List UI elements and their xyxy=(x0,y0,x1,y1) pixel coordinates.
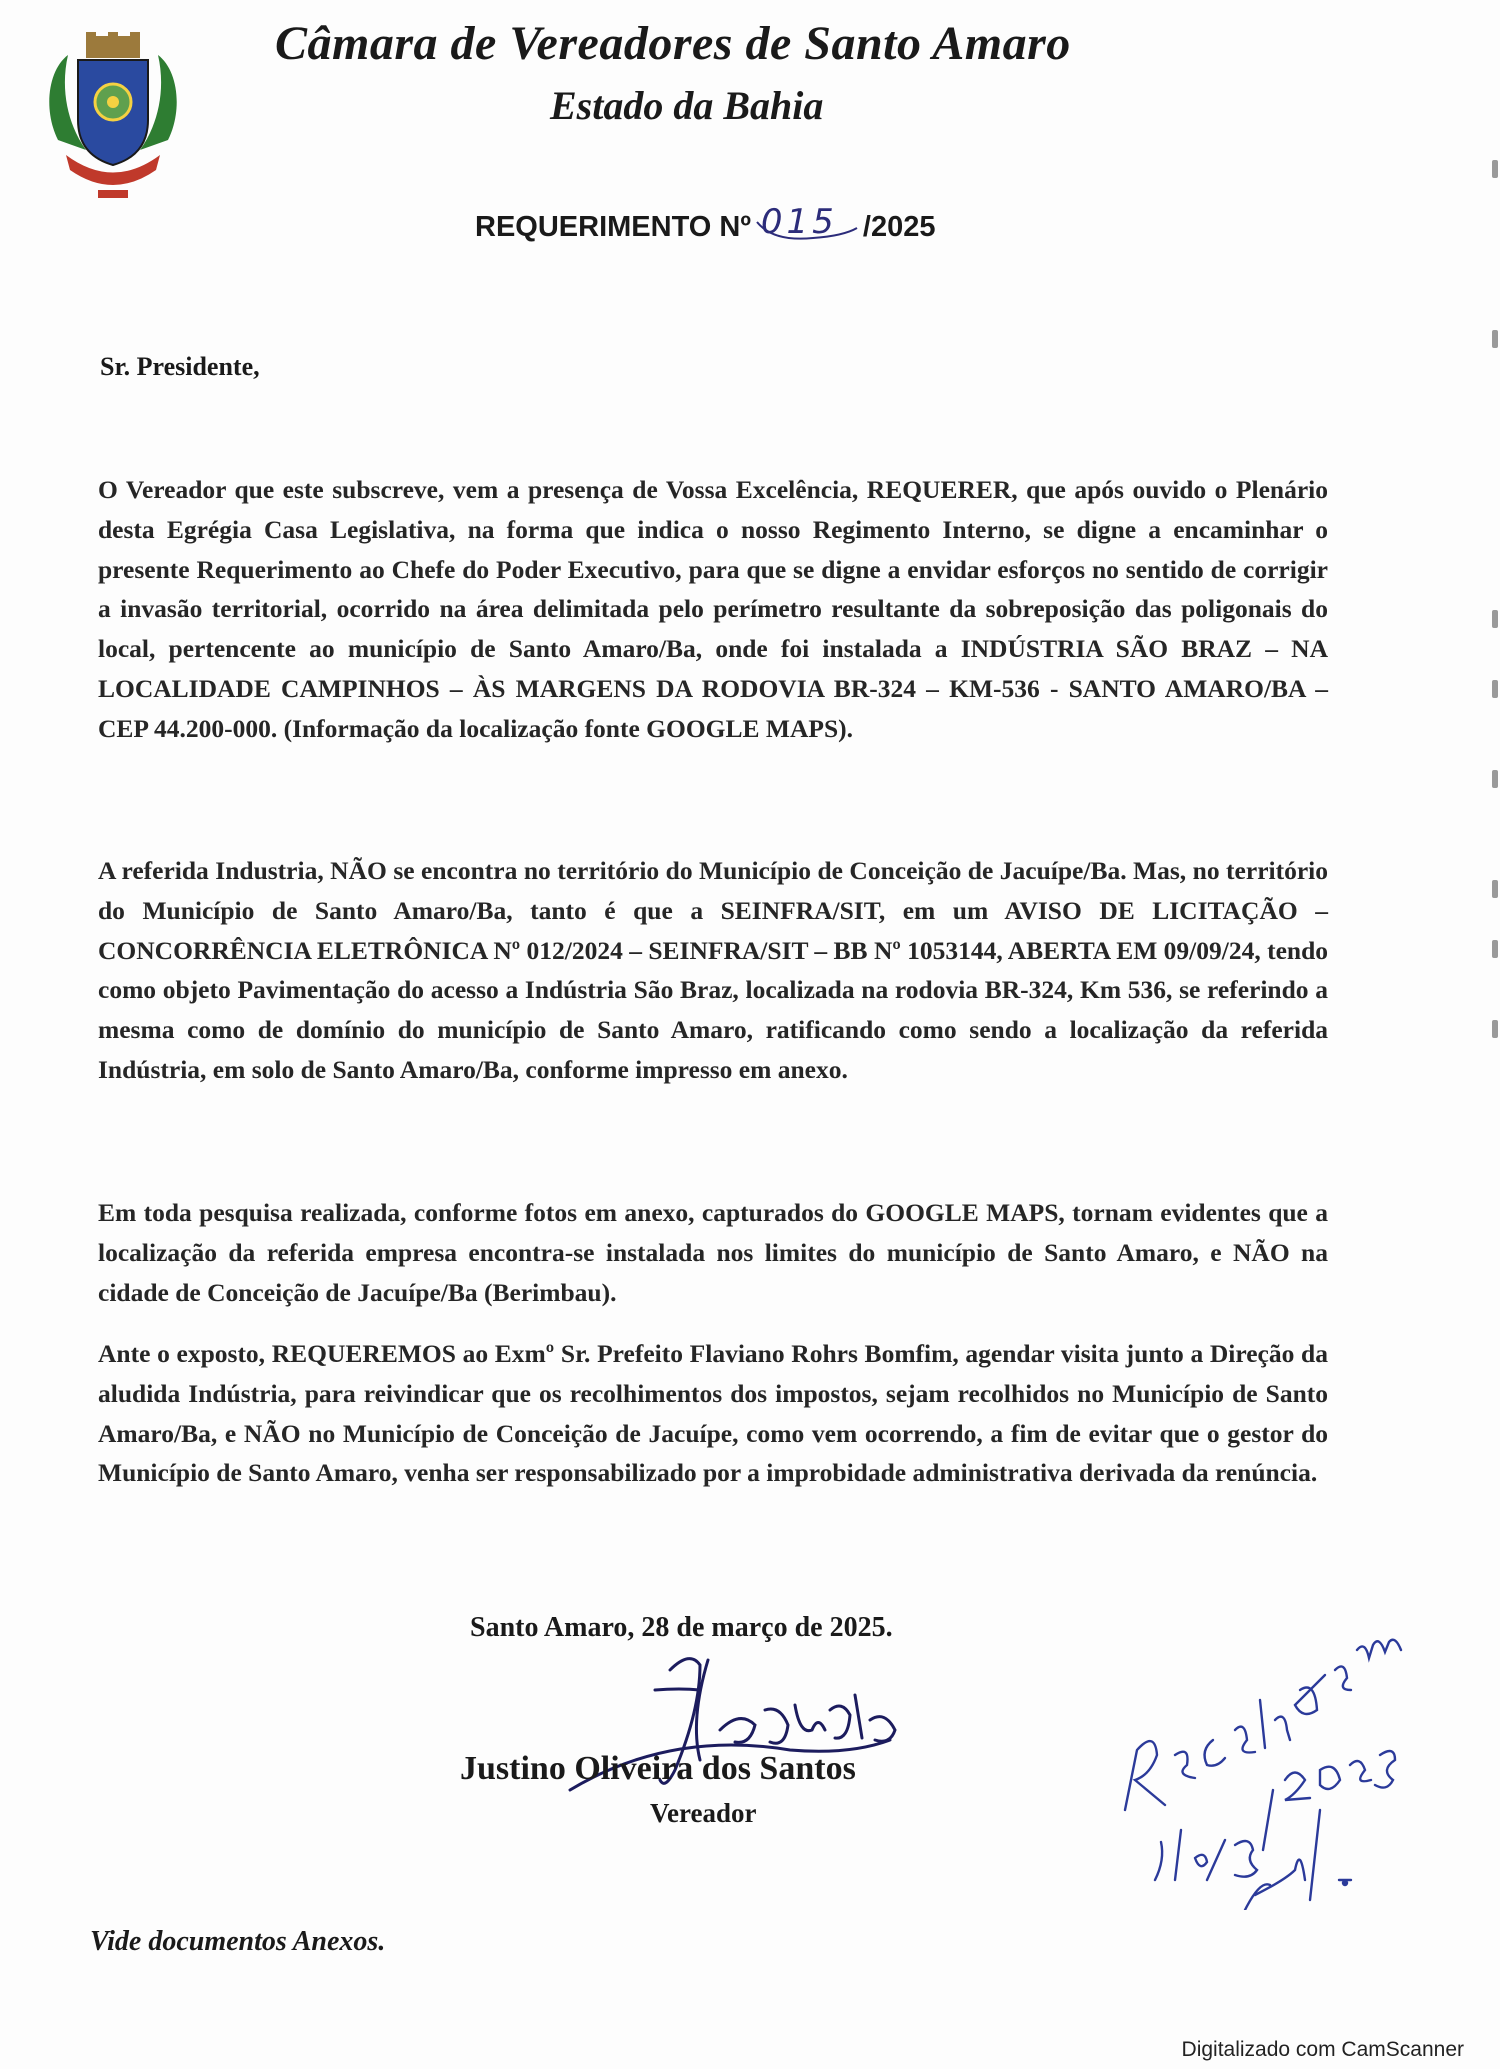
body-paragraph: Ante o exposto, REQUEREMOS ao Exmº Sr. Prefeito Flaviano Rohrs Bomfim, agendar visita junto a Direção da aludida Indústria, para reivindicar que os recolhimentos dos impostos, sejam recolhidos no Município de Santo Amaro/Ba, e NÃO no Município de Conceição de Jacuípe, como vem ocorrendo, a fim de evitar que o gestor do Município de Santo Amaro, venha ser responsabilizado por a improbidade administrativa derivada da renúncia. xyxy=(98,1339,1328,1488)
state-subtitle: Estado da Bahia xyxy=(550,83,824,128)
body-paragraph: A referida Industria, NÃO se encontra no território do Município de Conceição de Jacuípe/Ba. Mas, no território do Município de Santo Amaro/Ba, tanto é que a SEINFRA/SIT, em um AVISO DE LICITAÇÃO – CONCORRÊNCIA ELETRÔNICA Nº 012/2024 – SEINFRA/SIT – BB Nº 1053144, ABERTA EM 09/09/24, tendo como objeto Pavimentação do acesso a Indústria São Braz, localizada na rodovia BR-324, Km 536, se referindo a mesma como de domínio do município de Santo Amaro, ratificando como sendo a localização da referida Indústria, em solo de Santo Amaro/Ba, conforme impresso em anexo. xyxy=(98,856,1328,1084)
receipt-handwritten-note xyxy=(1095,1580,1455,1910)
date-line: Santo Amaro, 28 de março de 2025. xyxy=(470,1612,893,1643)
municipal-crest-icon xyxy=(38,30,188,200)
chamber-title: Câmara de Vereadores de Santo Amaro xyxy=(275,17,1071,70)
signer-role: Vereador xyxy=(650,1798,757,1828)
signer-name: Justino Oliveira dos Santos xyxy=(460,1750,856,1787)
scan-edge-artifacts xyxy=(1486,160,1500,1060)
requerimento-number: 015 xyxy=(760,202,838,242)
requerimento-title xyxy=(475,202,936,244)
body-paragraph: Em toda pesquisa realizada, conforme fotos em anexo, capturados do GOOGLE MAPS, tornam evidentes que a localização da referida empresa encontra-se instalada nos limites do município de Santo Amaro, e NÃO na cidade de Conceição de Jacuípe/Ba (Berimbau). xyxy=(98,1198,1328,1307)
salutation: Sr. Presidente, xyxy=(100,352,260,381)
body-paragraph: O Vereador que este subscreve, vem a presença de Vossa Excelência, REQUERER, que após ouvido o Plenário desta Egrégia Casa Legislativa, na forma que indica o nosso Regimento Interno, se digne a encaminhar o presente Requerimento ao Chefe do Poder Executivo, para que se digne a envidar esforços no sentido de corrigir a invasão territorial, ocorrido na área delimitada pelo perímetro resultante da sobreposição das poligonais do local, pertencente ao município de Santo Amaro/Ba, onde foi instalada a INDÚSTRIA SÃO BRAZ – NA LOCALIDADE CAMPINHOS – ÀS MARGENS DA RODOVIA BR-324 – KM-536 - SANTO AMARO/BA – CEP 44.200-000. (Informação da localização fonte GOOGLE MAPS). xyxy=(98,475,1328,743)
requerimento-prefix: REQUERIMENTO Nº xyxy=(475,211,751,243)
annex-note: Vide documentos Anexos. xyxy=(90,1926,386,1957)
requerimento-number-handwritten xyxy=(753,202,861,244)
requerimento-year: /2025 xyxy=(862,211,936,243)
scanner-watermark: Digitalizado com CamScanner xyxy=(1181,2038,1464,2061)
